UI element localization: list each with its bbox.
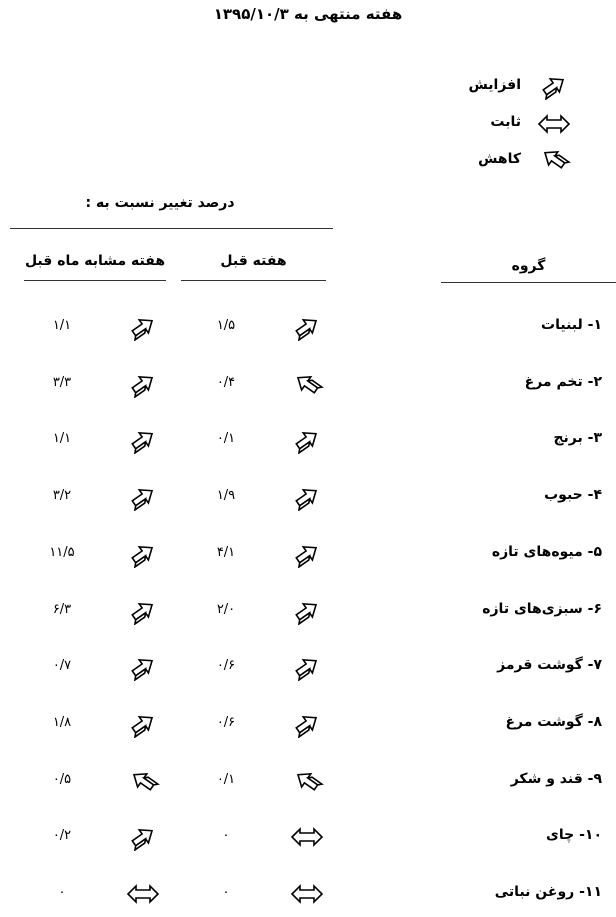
prev-week-increase-icon (290, 710, 324, 738)
page-title: هفته منتهی به ۱۳۹۵/۱۰/۳ (213, 5, 403, 23)
prev-month-value: ۳/۳ (52, 375, 72, 390)
prev-month-value: ۰/۷ (52, 658, 72, 673)
prev-month-value: ۱۱/۵ (49, 545, 75, 560)
row-group-label: ۱۱- روغن نباتی (494, 884, 602, 900)
prev-week-value: ۰/۶ (216, 658, 236, 673)
prev-week-stable-icon (290, 880, 324, 908)
legend-decrease-label: کاهش (478, 151, 521, 167)
prev-week-increase-icon (290, 597, 324, 625)
prev-month-stable-icon (126, 880, 160, 908)
prev-week-increase-icon (290, 313, 324, 341)
prev-week-value: ۰/۱ (216, 431, 236, 446)
prev-month-decrease-icon (126, 767, 160, 795)
row-group-label: ۳- برنج (553, 430, 602, 446)
row-group-label: ۱- لبنیات (541, 317, 602, 333)
header-same-week-prev-month: هفته مشابه ماه قبل (24, 253, 166, 269)
row-group-label: ۲- تخم مرغ (524, 374, 602, 390)
prev-week-value: ۱/۹ (216, 488, 236, 503)
prev-month-value: ۳/۲ (52, 488, 72, 503)
prev-month-increase-icon (126, 653, 160, 681)
row-group-label: ۸- گوشت مرغ (505, 714, 602, 730)
prev-month-value: ۰/۵ (52, 772, 72, 787)
prev-month-value: ۱/۱ (52, 318, 72, 333)
legend-decrease-icon (537, 145, 571, 173)
prev-week-value: ۴/۱ (216, 545, 236, 560)
prev-month-increase-icon (126, 483, 160, 511)
legend-increase-label: افزایش (468, 77, 521, 93)
caption-rule (10, 228, 333, 229)
row-group-label: ۴- حبوب (544, 487, 602, 503)
prev-week-stable-icon (290, 823, 324, 851)
legend-stable-icon (537, 110, 571, 138)
prev-month-value: ۰/۲ (52, 828, 72, 843)
change-caption: درصد تغییر نسبت به : (85, 195, 235, 211)
legend-stable-label: ثابت (490, 114, 521, 130)
prev-week-decrease-icon (290, 767, 324, 795)
prev-week-value: ۰/۱ (216, 772, 236, 787)
prev-week-increase-icon (290, 483, 324, 511)
header-rule-group (441, 282, 616, 283)
prev-week-value: ۰/۴ (216, 375, 236, 390)
row-group-label: ۱۰- چای (546, 827, 602, 843)
prev-month-value: ۱/۸ (52, 715, 72, 730)
row-group-label: ۹- قند و شکر (510, 771, 602, 787)
prev-month-value: ۱/۱ (52, 431, 72, 446)
prev-week-value: ۰/۶ (216, 715, 236, 730)
prev-week-value: ۲/۰ (216, 602, 236, 617)
prev-month-value: ۰ (58, 885, 66, 900)
header-group: گروه (511, 258, 546, 274)
prev-week-value: ۱/۵ (216, 318, 236, 333)
prev-month-increase-icon (126, 540, 160, 568)
prev-week-increase-icon (290, 426, 324, 454)
prev-month-increase-icon (126, 426, 160, 454)
header-rule-prev-month (24, 280, 166, 281)
prev-month-value: ۶/۳ (52, 602, 72, 617)
prev-week-increase-icon (290, 653, 324, 681)
prev-week-value: ۰ (222, 885, 230, 900)
row-group-label: ۵- میوه‌های تازه (491, 544, 602, 560)
header-prev-week: هفته قبل (220, 253, 287, 269)
prev-month-increase-icon (126, 313, 160, 341)
prev-week-increase-icon (290, 540, 324, 568)
prev-month-increase-icon (126, 823, 160, 851)
prev-month-increase-icon (126, 597, 160, 625)
prev-week-decrease-icon (290, 370, 324, 398)
legend-increase-icon (537, 72, 571, 100)
prev-month-increase-icon (126, 710, 160, 738)
row-group-label: ۶- سبزی‌های تازه (482, 601, 602, 617)
row-group-label: ۷- گوشت قرمز (497, 657, 602, 673)
prev-month-increase-icon (126, 370, 160, 398)
header-rule-prev-week (181, 280, 326, 281)
prev-week-value: ۰ (222, 828, 230, 843)
